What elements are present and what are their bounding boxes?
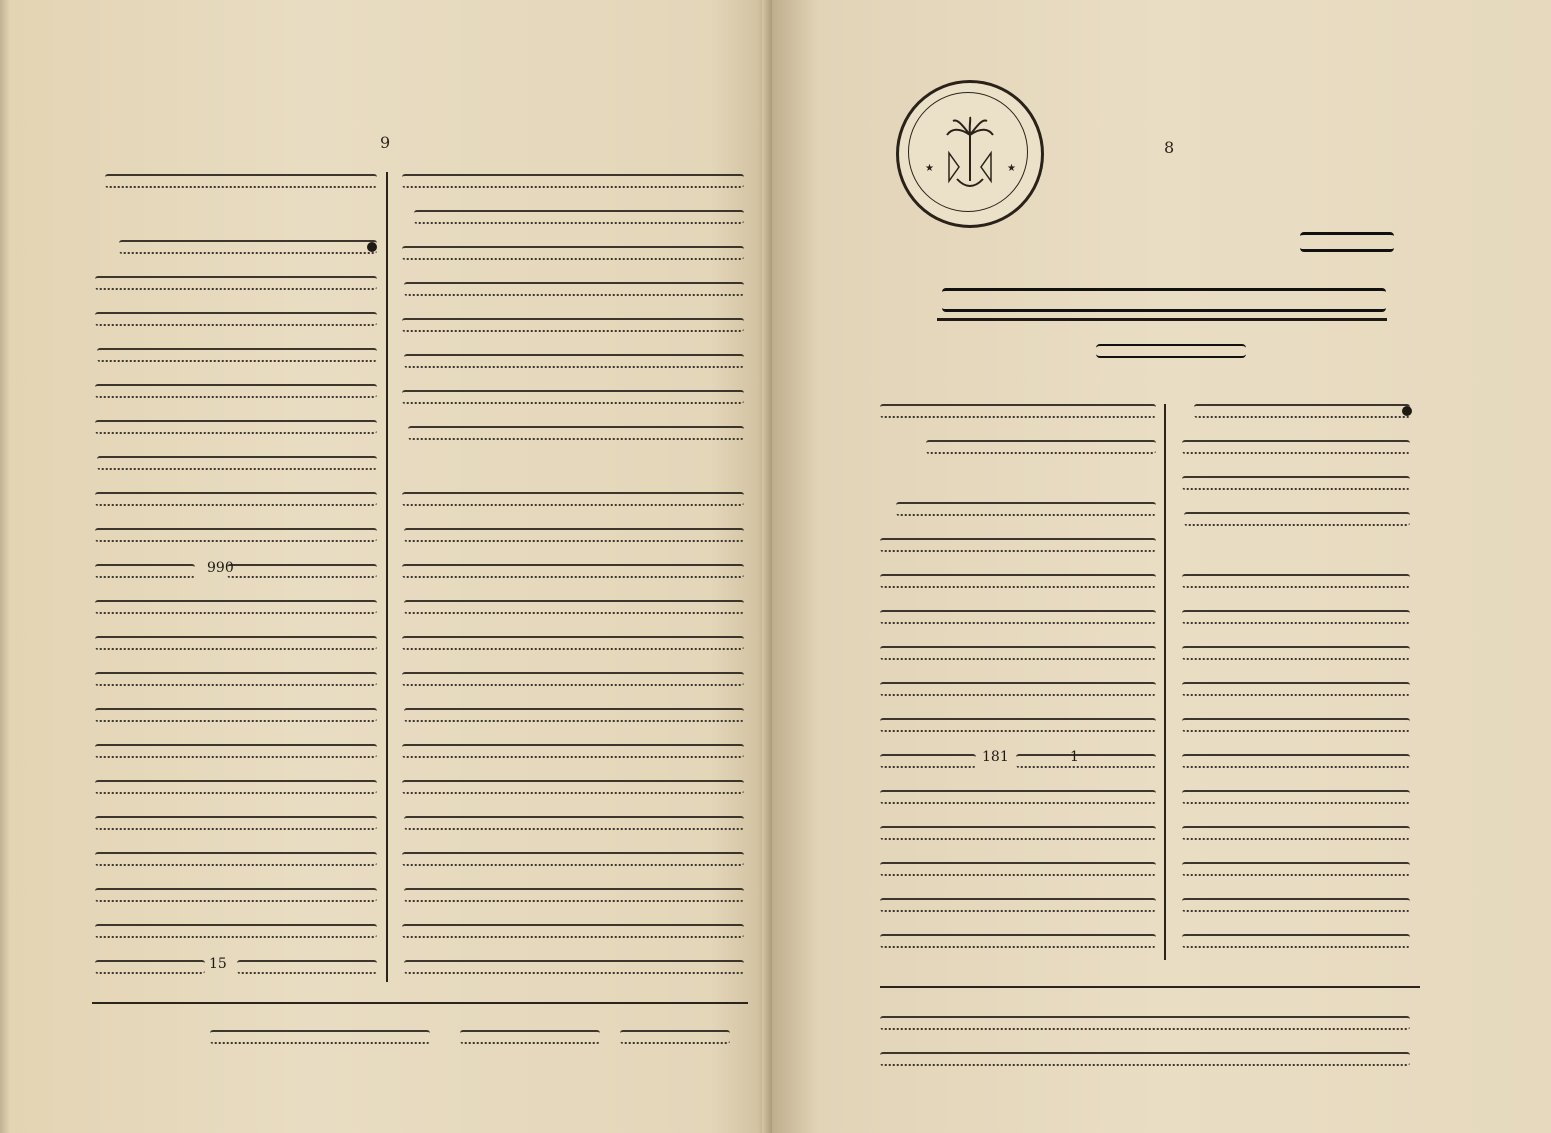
svg-text:★: ★	[1007, 163, 1016, 174]
left-page-edge	[0, 0, 10, 1133]
title-underline	[937, 318, 1387, 321]
right-page-footnote	[880, 1010, 1410, 1080]
inline-number: 990	[207, 560, 234, 576]
official-seal-logo	[896, 80, 1044, 228]
left-page-number: 9	[380, 133, 391, 152]
right-page-column-left	[880, 396, 1156, 966]
left-page-column-divider	[386, 172, 388, 982]
inline-number: 181	[982, 749, 1009, 765]
article-title	[942, 288, 1386, 312]
inline-number: 1	[1070, 749, 1079, 765]
palm-tree-emblem-icon	[899, 83, 1041, 225]
inline-number: 15	[209, 956, 227, 972]
left-page	[0, 0, 772, 1133]
left-page-footnote-rule	[92, 1002, 748, 1004]
right-page-number: 8	[1164, 138, 1175, 157]
left-page-column-right	[398, 168, 744, 978]
right-page-column-right	[1180, 396, 1410, 966]
section-label	[1300, 232, 1394, 252]
article-subtitle	[1096, 344, 1246, 358]
left-page-footnote	[210, 1024, 730, 1054]
left-page-column-left	[95, 168, 377, 978]
svg-text:★: ★	[925, 163, 934, 174]
right-page-column-divider	[1164, 404, 1166, 960]
right-page-footnote-rule	[880, 986, 1420, 988]
